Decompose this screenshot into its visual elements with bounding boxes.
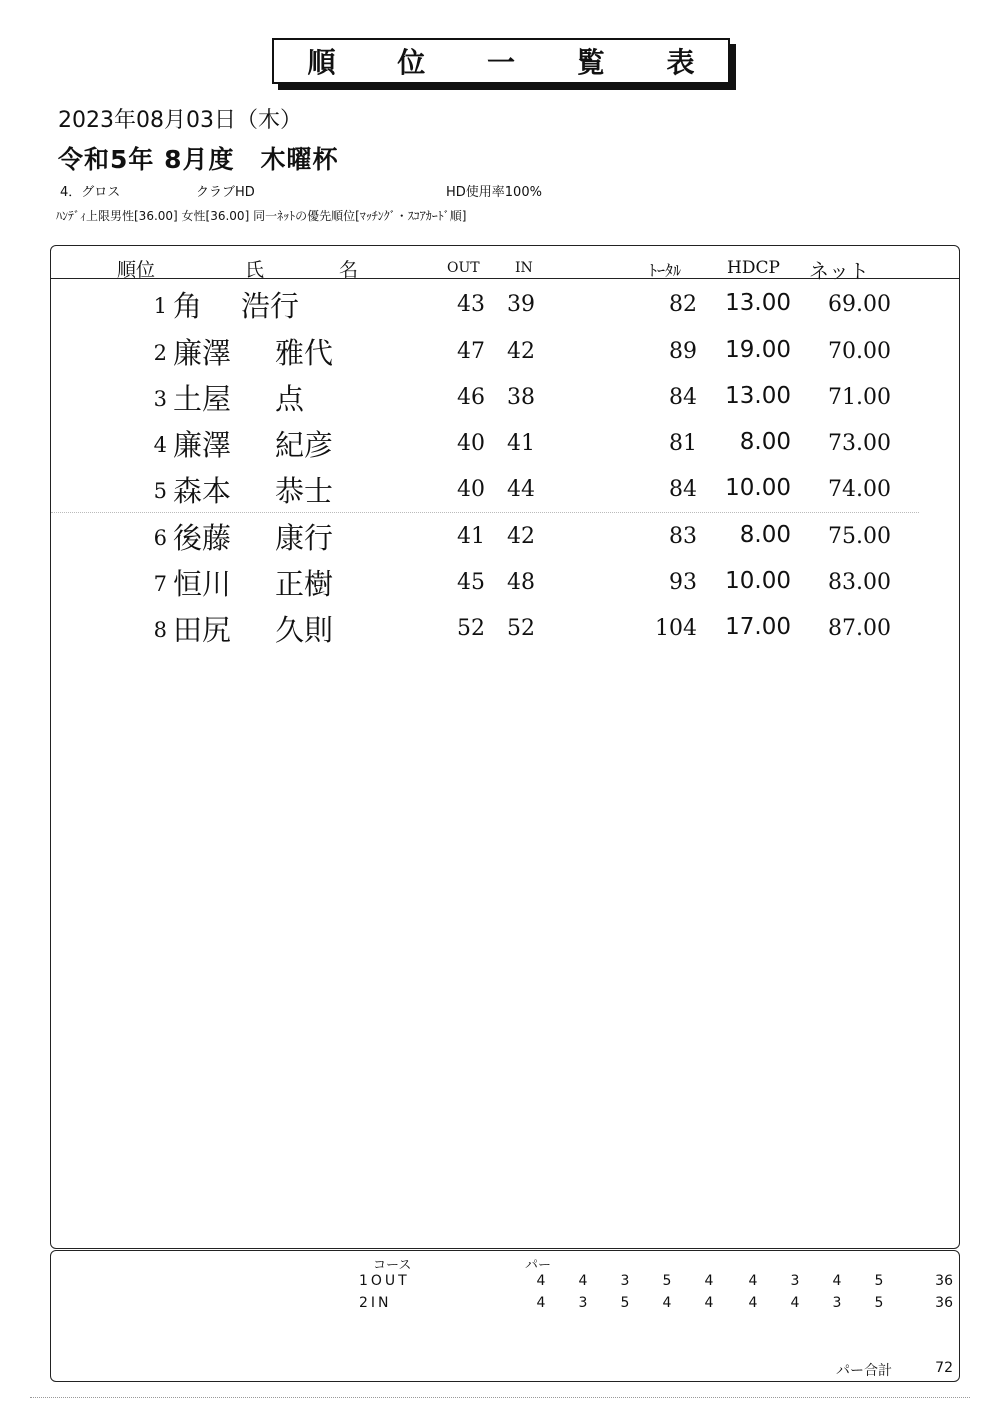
title-box [272,38,730,84]
total-score: 84 [669,477,697,502]
header-name-given: 名 [339,259,359,281]
header-divider [51,278,959,279]
page-title: 順 位 一 覧 表 [307,46,721,79]
family-name: 森本 [173,474,232,508]
given-name: 康行 [275,521,334,555]
in-score: 38 [507,385,535,410]
hdcp: 19.00 [725,337,791,363]
header-rank: 順位 [117,259,156,281]
course-name: 2IN [359,1295,392,1311]
net-score: 83.00 [828,570,891,595]
par-total-label: パー合計 [836,1363,892,1379]
course-par-sum: 36 [935,1295,953,1311]
total-score: 81 [669,431,697,456]
header-name-family: 氏 [245,259,265,281]
header-in: IN [515,260,533,276]
in-score: 42 [507,339,535,364]
header-out: OUT [447,260,480,276]
net-score: 87.00 [828,616,891,641]
hole-par: 4 [662,1295,672,1311]
total-score: 89 [669,339,697,364]
total-score: 93 [669,570,697,595]
in-score: 41 [507,431,535,456]
rank: 6 [153,526,167,550]
hdcp: 13.00 [725,383,791,409]
in-score: 42 [507,524,535,549]
hole-par: 3 [790,1273,800,1289]
given-name: 紀彦 [275,428,334,462]
handicap-rule: ﾊﾝﾃﾞｨ上限男性[36.00] 女性[36.00] 同一ﾈｯﾄの優先順位[ﾏｯﾁﾝｸﾞ・ｽｺｱｶｰﾄﾞ順] [56,209,467,223]
total-score: 82 [669,292,697,317]
out-score: 52 [457,616,485,641]
given-name: 点 [275,382,305,416]
hdcp: 17.00 [725,614,791,640]
hole-par: 4 [748,1295,758,1311]
course-row-out [51,1273,959,1291]
family-name: 後藤 [173,521,232,555]
total-score: 84 [669,385,697,410]
in-score: 39 [507,292,535,317]
table-row [51,473,959,517]
out-score: 45 [457,570,485,595]
hole-par: 3 [832,1295,842,1311]
hole-par: 4 [578,1273,588,1289]
family-name: 田尻 [173,613,232,647]
header-hdcp: HDCP [727,258,780,278]
net-score: 73.00 [828,431,891,456]
rank: 8 [153,618,167,642]
hole-par: 5 [620,1295,630,1311]
hole-par: 4 [832,1273,842,1289]
out-score: 41 [457,524,485,549]
total-score: 104 [655,616,697,641]
hdcp: 8.00 [739,522,791,548]
course-par-table [50,1250,960,1382]
net-score: 69.00 [828,292,891,317]
header-net: ネット [809,259,869,283]
hole-par: 4 [704,1295,714,1311]
hole-par: 4 [748,1273,758,1289]
hdcp: 10.00 [725,568,791,594]
header-total: ﾄｰﾀﾙ [649,261,682,280]
given-name: 雅代 [275,336,334,370]
rank: 4 [153,433,167,457]
rank: 1 [153,294,167,318]
given-name: 浩行 [241,289,300,323]
scoring-mode: 4．グロス [60,185,121,200]
in-score: 52 [507,616,535,641]
given-name: 恭士 [275,474,334,508]
table-row [51,288,959,332]
ranking-table [50,245,960,1249]
hole-par: 4 [536,1273,546,1289]
table-row [51,427,959,471]
family-name: 土屋 [173,382,232,416]
course-par-sum: 36 [935,1273,953,1289]
out-score: 43 [457,292,485,317]
hdcp: 8.00 [739,429,791,455]
out-score: 40 [457,431,485,456]
net-score: 70.00 [828,339,891,364]
hole-par: 5 [874,1273,884,1289]
event-date: 2023年08月03日（木） [58,108,302,133]
course-name: 1OUT [359,1273,410,1289]
in-score: 48 [507,570,535,595]
out-score: 46 [457,385,485,410]
handicap-type: クラブHD [196,185,255,200]
scan-edge-line [30,1397,970,1398]
net-score: 71.00 [828,385,891,410]
handicap-rate: HD使用率100% [446,185,542,200]
par-label: パー [525,1258,552,1273]
par-total-value: 72 [935,1360,953,1376]
family-name: 廉澤 [173,336,232,370]
given-name: 正樹 [275,567,334,601]
row-divider [51,512,919,513]
out-score: 47 [457,339,485,364]
family-name: 廉澤 [173,428,232,462]
rank: 3 [153,387,167,411]
hole-par: 3 [578,1295,588,1311]
hole-par: 4 [704,1273,714,1289]
table-row [51,381,959,425]
rank: 7 [153,572,167,596]
rank: 5 [153,479,167,503]
hole-par: 4 [790,1295,800,1311]
table-row [51,612,959,656]
course-label: コース [373,1258,412,1273]
rank: 2 [153,341,167,365]
family-name: 恒川 [173,567,232,601]
course-row-in [51,1295,959,1313]
total-score: 83 [669,524,697,549]
hole-par: 3 [620,1273,630,1289]
table-row [51,335,959,379]
net-score: 75.00 [828,524,891,549]
event-name: 令和5年 8月度 木曜杯 [58,145,339,174]
hdcp: 10.00 [725,475,791,501]
hole-par: 5 [662,1273,672,1289]
out-score: 40 [457,477,485,502]
in-score: 44 [507,477,535,502]
table-row [51,566,959,610]
hole-par: 5 [874,1295,884,1311]
table-row [51,520,959,564]
net-score: 74.00 [828,477,891,502]
hole-par: 4 [536,1295,546,1311]
hdcp: 13.00 [725,290,791,316]
family-name: 角 [173,289,203,323]
given-name: 久則 [275,613,334,647]
